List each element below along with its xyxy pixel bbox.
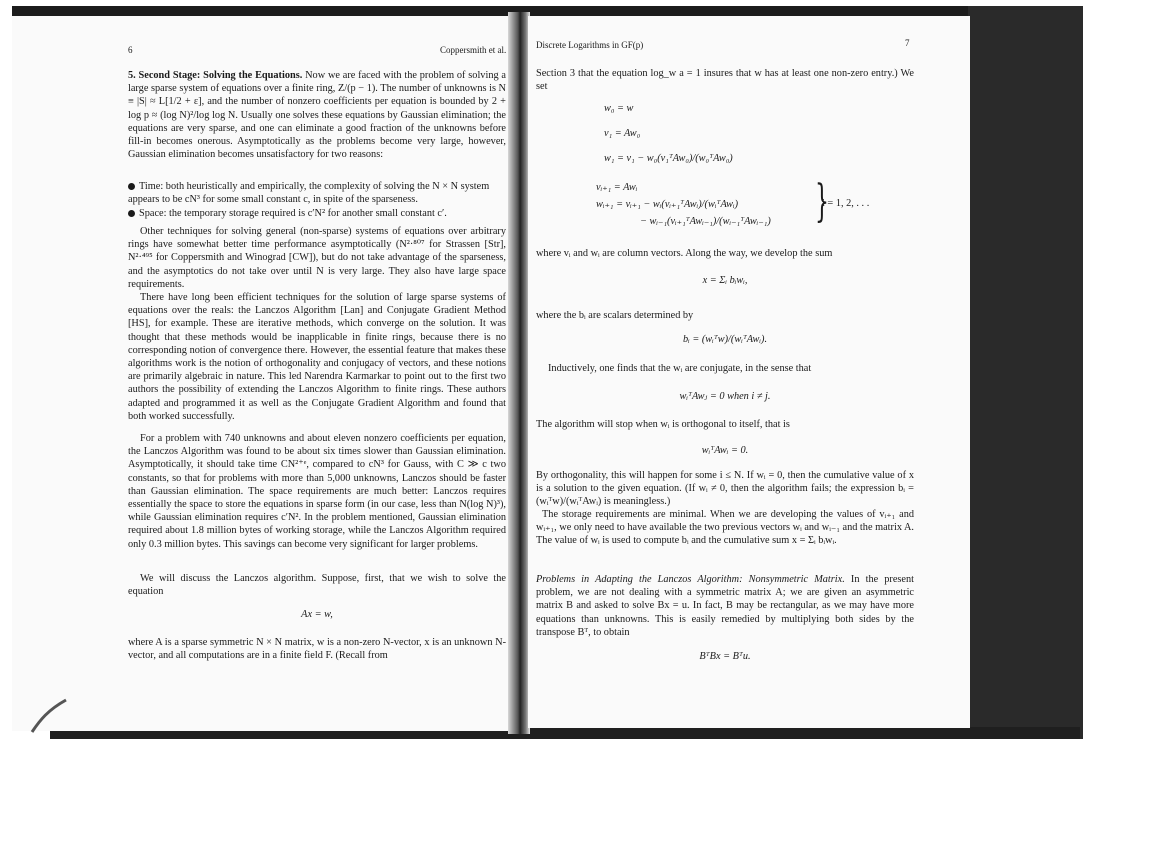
bullet-space: Space: the temporary storage required is c′N² for another small constant c′. — [128, 207, 506, 220]
paragraph-efficient-techniques: There have long been efficient techniques for the solution of large sparse systems of equations over the reals: the Lanczos Algorithm [Lan] and Conjugate Gradient Method [HS], for example. These are iterative methods, which converge on the solution. It was thought that these methods would be inapplicable in finite rings, because there is no corresponding notion of convergence there. However, the essential feature that makes these algorithms work is the notion of orthogonality and conjugacy of vectors, and these notions are primarily algebraic in nature. This led Narendra Karmarkar to point out to the first two authors the possibility of extending the Lanczos Algorithm to finite rings. These authors adapted and programmed it as well as the Conjugate Gradient Algorithm and found that both worked successfully. — [128, 292, 506, 422]
paragraph-stop: The algorithm will stop when wᵢ is orthogonal to itself, that is — [536, 419, 790, 430]
left-page-number: 6 — [128, 45, 133, 55]
book-spine — [508, 12, 530, 734]
scan-right-edge — [968, 6, 1083, 739]
section-heading: 5. Second Stage: Solving the Equations. — [128, 70, 303, 81]
paragraph-where-a: where A is a sparse symmetric N × N matrix, w is a non-zero N-vector, x is an unknown N-vector, and all computations are in a finite field F. (Recall from — [128, 637, 506, 662]
left-running-head: Coppersmith et al. — [440, 45, 507, 55]
equation-wi1-line2: − wᵢ₋₁(vᵢ₊₁ᵀAwᵢ₋₁)/(wᵢ₋₁ᵀAwᵢ₋₁) — [640, 216, 771, 227]
equation-v1: v₁ = Aw₀ — [604, 128, 641, 139]
equation-vi1: vᵢ₊₁ = Awᵢ — [596, 182, 638, 193]
paragraph-scalars: where the bᵢ are scalars determined by — [536, 310, 694, 321]
paragraph-inductively: Inductively, one finds that the wᵢ are conjugate, in the sense that — [548, 363, 812, 374]
nonsymmetric-text: In the present problem, we are not dealing with a symmetric matrix A; we are given an asymmetric matrix B and asked to solve Bx = u. In fact, B may be rectangular, as we may have more equations than unknowns. This is easily remedied by multiplying both sides by the transpose Bᵀ, to obtain — [536, 574, 914, 638]
equation-wi1-line1: wᵢ₊₁ = vᵢ₊₁ − wᵢ(vᵢ₊₁ᵀAwᵢ)/(wᵢᵀAwᵢ) — [596, 199, 739, 210]
paragraph-section-3: Section 3 that the equation log_w a = 1 insures that w has at least one non-zero entry.) We set — [536, 68, 914, 93]
paragraph-other-techniques: Other techniques for solving general (non-sparse) systems of equations over arbitrary rings have somewhat better time performance asymptotically (N²·⁸⁰⁷ for Strassen [Str], N²·⁴⁹⁵ for Coppersmith and Winograd [CW]), but do not take advantage of the sparseness, and the asymptotics do not take over until N is very large. They also have large space requirements. — [128, 226, 506, 290]
paragraph-nonsymmetric — [536, 573, 914, 639]
bullet-time: Time: both heuristically and empirically, the complexity of solving the N × N system appears to be cN³ for some small constant c, in spite of the sparseness. — [128, 181, 490, 206]
right-running-head: Discrete Logarithms in GF(p) — [536, 40, 644, 50]
section-5-text: Now we are faced with the problem of solving a large sparse system of equations over a finite ring, Z/(p − 1). The number of unknowns is N ≡ |S| ≈ L[1/2 + ε], and the number of nonzero coefficients per equation is bounded by 2 + log p ≈ (log N)²/log log N. Usually one solves these equations by Gaussian elimination; the equations are very sparse, and one can eliminate a good fraction of the unknowns before fill-in becomes onerous. Asymptotically as the problems become very large, however, Gaussian elimination becomes unsatisfactory for two reasons: — [128, 70, 506, 161]
paragraph-lanczos-intro: We will discuss the Lanczos algorithm. Suppose, first, that we wish to solve the equation — [128, 573, 506, 598]
paragraph-problem-740: For a problem with 740 unknowns and about eleven nonzero coefficients per equation, the Lanczos Algorithm was found to be about six times slower than Gaussian elimination. Asymptotically, it should take time CN²⁺ᵉ, compared to cN³ for Gauss, with C ≫ c two constants, so that for problems with more than 5,000 unknowns, Lanczos should be faster than Gaussian elimination. The space requirements are much better: Lanczos requires essentially the space to store the equations in sparse form (in our case, less than N(log N)³), while Gaussian elimination requires c′N². In the problem mentioned, Gaussian elimination required about 1.8 million bytes of working storage, while the Lanczos Algorithm required only 0.3 million bytes. This savings can become very significant for larger problems. — [128, 433, 506, 550]
bullet-dot-icon — [128, 210, 135, 217]
equation-w1: w₁ = v₁ − w₀(v₁ᵀAw₀)/(w₀ᵀAw₀) — [604, 153, 733, 164]
scan-top-edge — [12, 6, 1082, 16]
equation-conjugate: wᵢᵀAwⱼ = 0 when i ≠ j. — [679, 391, 771, 402]
paragraph-storage: The storage requirements are minimal. When we are developing the values of vᵢ₊₁ and wᵢ₊₁, we only need to have available the two previous vectors wᵢ and wᵢ₋₁ and the matrix A. The value of wᵢ is used to compute bᵢ and the cumulative sum x = Σᵢ bᵢwᵢ. — [536, 509, 914, 547]
equation-index-range: i = 1, 2, . . . — [822, 198, 870, 209]
paragraph-column-vectors: where vᵢ and wᵢ are column vectors. Along the way, we develop the sum — [536, 248, 833, 259]
equation-sum: x = Σᵢ bᵢwᵢ, — [702, 275, 748, 286]
equation-ax-w: Ax = w, — [301, 609, 333, 620]
bullet-dot-icon — [128, 183, 135, 190]
equation-orthogonal: wᵢᵀAwᵢ = 0. — [701, 445, 749, 456]
right-page-number: 7 — [905, 38, 910, 48]
nonsymmetric-heading: Problems in Adapting the Lanczos Algorithm: Nonsymmetric Matrix. — [536, 574, 845, 585]
section-5-paragraph — [128, 69, 506, 161]
equation-bi: bᵢ = (wᵢᵀw)/(wᵢᵀAwᵢ). — [682, 334, 768, 345]
scan-smudge-icon — [30, 690, 70, 735]
paragraph-orthogonality: By orthogonality, this will happen for some i ≤ N. If wᵢ = 0, then the cumulative value of x is a solution to the given equation. (If wᵢ ≠ 0, then the algorithm fails; the expression bᵢ = (wᵢᵀw)/(wᵢᵀAwᵢ) is meaningless.) — [536, 470, 914, 508]
equation-w0: w₀ = w — [604, 103, 634, 114]
right-brace: } — [815, 176, 829, 227]
equation-btb: BᵀBx = Bᵀu. — [699, 651, 751, 662]
